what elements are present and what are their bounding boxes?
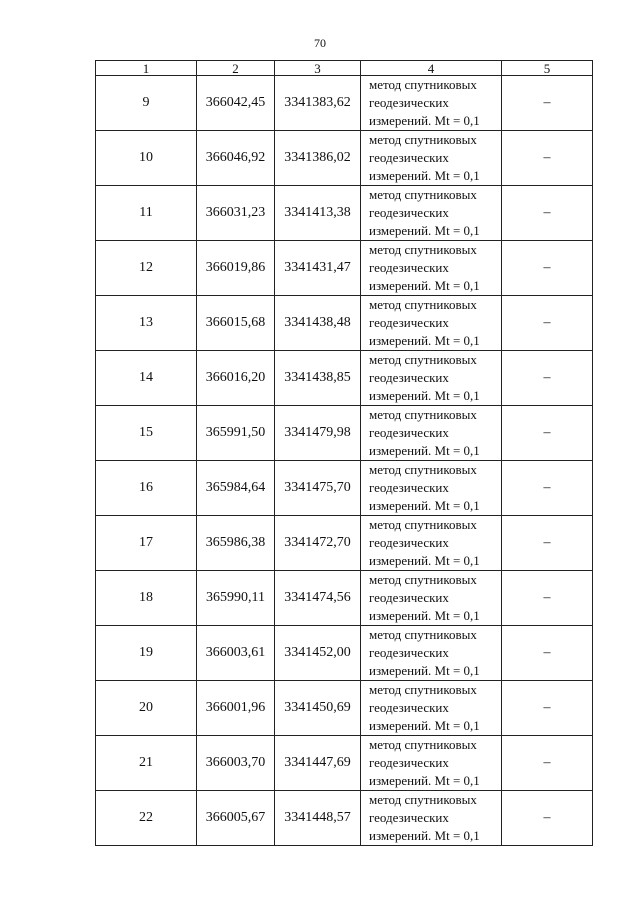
note-cell: – (502, 76, 593, 131)
table-row (96, 131, 593, 186)
method-line: геодезических (369, 480, 449, 495)
method-cell (361, 516, 502, 571)
method-line: метод спутниковых (369, 462, 477, 477)
method-line: метод спутниковых (369, 297, 477, 312)
x-coordinate-cell: 366001,96 (197, 681, 275, 736)
note-cell: – (502, 791, 593, 846)
x-coordinate-cell: 366015,68 (197, 296, 275, 351)
note-cell: – (502, 681, 593, 736)
method-cell (361, 296, 502, 351)
table-row (96, 681, 593, 736)
note-cell: – (502, 131, 593, 186)
point-number-cell: 19 (96, 626, 197, 681)
y-coordinate-cell: 3341450,69 (275, 681, 361, 736)
method-cell (361, 131, 502, 186)
table-row (96, 791, 593, 846)
y-coordinate-cell: 3341452,00 (275, 626, 361, 681)
y-coordinate-cell: 3341438,48 (275, 296, 361, 351)
y-coordinate-cell: 3341447,69 (275, 736, 361, 791)
method-line: геодезических (369, 425, 449, 440)
point-number-cell: 15 (96, 406, 197, 461)
y-coordinate-cell: 3341413,38 (275, 186, 361, 241)
method-line: метод спутниковых (369, 517, 477, 532)
header-col-4: 4 (361, 61, 502, 76)
note-cell: – (502, 296, 593, 351)
note-cell: – (502, 626, 593, 681)
point-number-cell: 10 (96, 131, 197, 186)
method-cell (361, 406, 502, 461)
table-row (96, 296, 593, 351)
method-line: геодезических (369, 700, 449, 715)
x-coordinate-cell: 366046,92 (197, 131, 275, 186)
header-col-5: 5 (502, 61, 593, 76)
method-line: геодезических (369, 205, 449, 220)
header-col-3: 3 (275, 61, 361, 76)
x-coordinate-cell: 366003,61 (197, 626, 275, 681)
x-coordinate-cell: 365984,64 (197, 461, 275, 516)
point-number-cell: 13 (96, 296, 197, 351)
table-row (96, 241, 593, 296)
table-row (96, 406, 593, 461)
y-coordinate-cell: 3341448,57 (275, 791, 361, 846)
table-header (96, 61, 593, 76)
method-cell (361, 351, 502, 406)
method-line: измерений. Mt = 0,1 (369, 168, 480, 183)
point-number-cell: 20 (96, 681, 197, 736)
method-line: измерений. Mt = 0,1 (369, 278, 480, 293)
method-line: метод спутниковых (369, 572, 477, 587)
method-line: метод спутниковых (369, 77, 477, 92)
note-cell: – (502, 516, 593, 571)
y-coordinate-cell: 3341438,85 (275, 351, 361, 406)
method-line: измерений. Mt = 0,1 (369, 333, 480, 348)
method-line: измерений. Mt = 0,1 (369, 718, 480, 733)
header-row (96, 61, 593, 76)
method-line: измерений. Mt = 0,1 (369, 223, 480, 238)
page-number: 70 (314, 36, 326, 50)
method-line: геодезических (369, 370, 449, 385)
method-line: измерений. Mt = 0,1 (369, 498, 480, 513)
table-row (96, 461, 593, 516)
header-col-2: 2 (197, 61, 275, 76)
method-line: измерений. Mt = 0,1 (369, 443, 480, 458)
method-cell (361, 76, 502, 131)
table-row (96, 736, 593, 791)
method-line: геодезических (369, 535, 449, 550)
x-coordinate-cell: 366019,86 (197, 241, 275, 296)
point-number-cell: 12 (96, 241, 197, 296)
method-line: измерений. Mt = 0,1 (369, 608, 480, 623)
method-cell (361, 791, 502, 846)
method-line: геодезических (369, 95, 449, 110)
table-row (96, 626, 593, 681)
method-line: геодезических (369, 315, 449, 330)
point-number-cell: 21 (96, 736, 197, 791)
method-line: измерений. Mt = 0,1 (369, 388, 480, 403)
method-line: геодезических (369, 810, 449, 825)
method-cell (361, 681, 502, 736)
y-coordinate-cell: 3341472,70 (275, 516, 361, 571)
note-cell: – (502, 241, 593, 296)
x-coordinate-cell: 365986,38 (197, 516, 275, 571)
method-line: метод спутниковых (369, 737, 477, 752)
table-row (96, 186, 593, 241)
x-coordinate-cell: 365991,50 (197, 406, 275, 461)
method-cell (361, 626, 502, 681)
method-line: метод спутниковых (369, 132, 477, 147)
method-cell (361, 241, 502, 296)
table-row (96, 571, 593, 626)
method-line: геодезических (369, 260, 449, 275)
x-coordinate-cell: 365990,11 (197, 571, 275, 626)
point-number-cell: 14 (96, 351, 197, 406)
note-cell: – (502, 571, 593, 626)
x-coordinate-cell: 366042,45 (197, 76, 275, 131)
method-line: геодезических (369, 755, 449, 770)
method-cell (361, 186, 502, 241)
method-line: метод спутниковых (369, 627, 477, 642)
point-number-cell: 17 (96, 516, 197, 571)
method-line: измерений. Mt = 0,1 (369, 663, 480, 678)
x-coordinate-cell: 366016,20 (197, 351, 275, 406)
x-coordinate-cell: 366003,70 (197, 736, 275, 791)
method-cell (361, 461, 502, 516)
note-cell: – (502, 461, 593, 516)
table-row (96, 351, 593, 406)
method-cell (361, 736, 502, 791)
method-line: метод спутниковых (369, 242, 477, 257)
method-line: измерений. Mt = 0,1 (369, 113, 480, 128)
note-cell: – (502, 186, 593, 241)
table-body (96, 76, 593, 846)
point-number-cell: 11 (96, 186, 197, 241)
method-line: метод спутниковых (369, 187, 477, 202)
method-line: измерений. Mt = 0,1 (369, 828, 480, 843)
method-line: измерений. Mt = 0,1 (369, 773, 480, 788)
method-line: метод спутниковых (369, 792, 477, 807)
method-line: геодезических (369, 590, 449, 605)
point-number-cell: 16 (96, 461, 197, 516)
method-line: геодезических (369, 645, 449, 660)
method-line: измерений. Mt = 0,1 (369, 553, 480, 568)
note-cell: – (502, 736, 593, 791)
method-cell (361, 571, 502, 626)
method-line: метод спутниковых (369, 407, 477, 422)
note-cell: – (502, 406, 593, 461)
coordinates-table (95, 60, 593, 846)
x-coordinate-cell: 366031,23 (197, 186, 275, 241)
y-coordinate-cell: 3341475,70 (275, 461, 361, 516)
y-coordinate-cell: 3341474,56 (275, 571, 361, 626)
y-coordinate-cell: 3341386,02 (275, 131, 361, 186)
table-row (96, 76, 593, 131)
note-cell: – (502, 351, 593, 406)
y-coordinate-cell: 3341479,98 (275, 406, 361, 461)
method-line: метод спутниковых (369, 682, 477, 697)
point-number-cell: 9 (96, 76, 197, 131)
point-number-cell: 18 (96, 571, 197, 626)
header-col-1: 1 (96, 61, 197, 76)
method-line: геодезических (369, 150, 449, 165)
table-row (96, 516, 593, 571)
point-number-cell: 22 (96, 791, 197, 846)
x-coordinate-cell: 366005,67 (197, 791, 275, 846)
y-coordinate-cell: 3341383,62 (275, 76, 361, 131)
y-coordinate-cell: 3341431,47 (275, 241, 361, 296)
method-line: метод спутниковых (369, 352, 477, 367)
